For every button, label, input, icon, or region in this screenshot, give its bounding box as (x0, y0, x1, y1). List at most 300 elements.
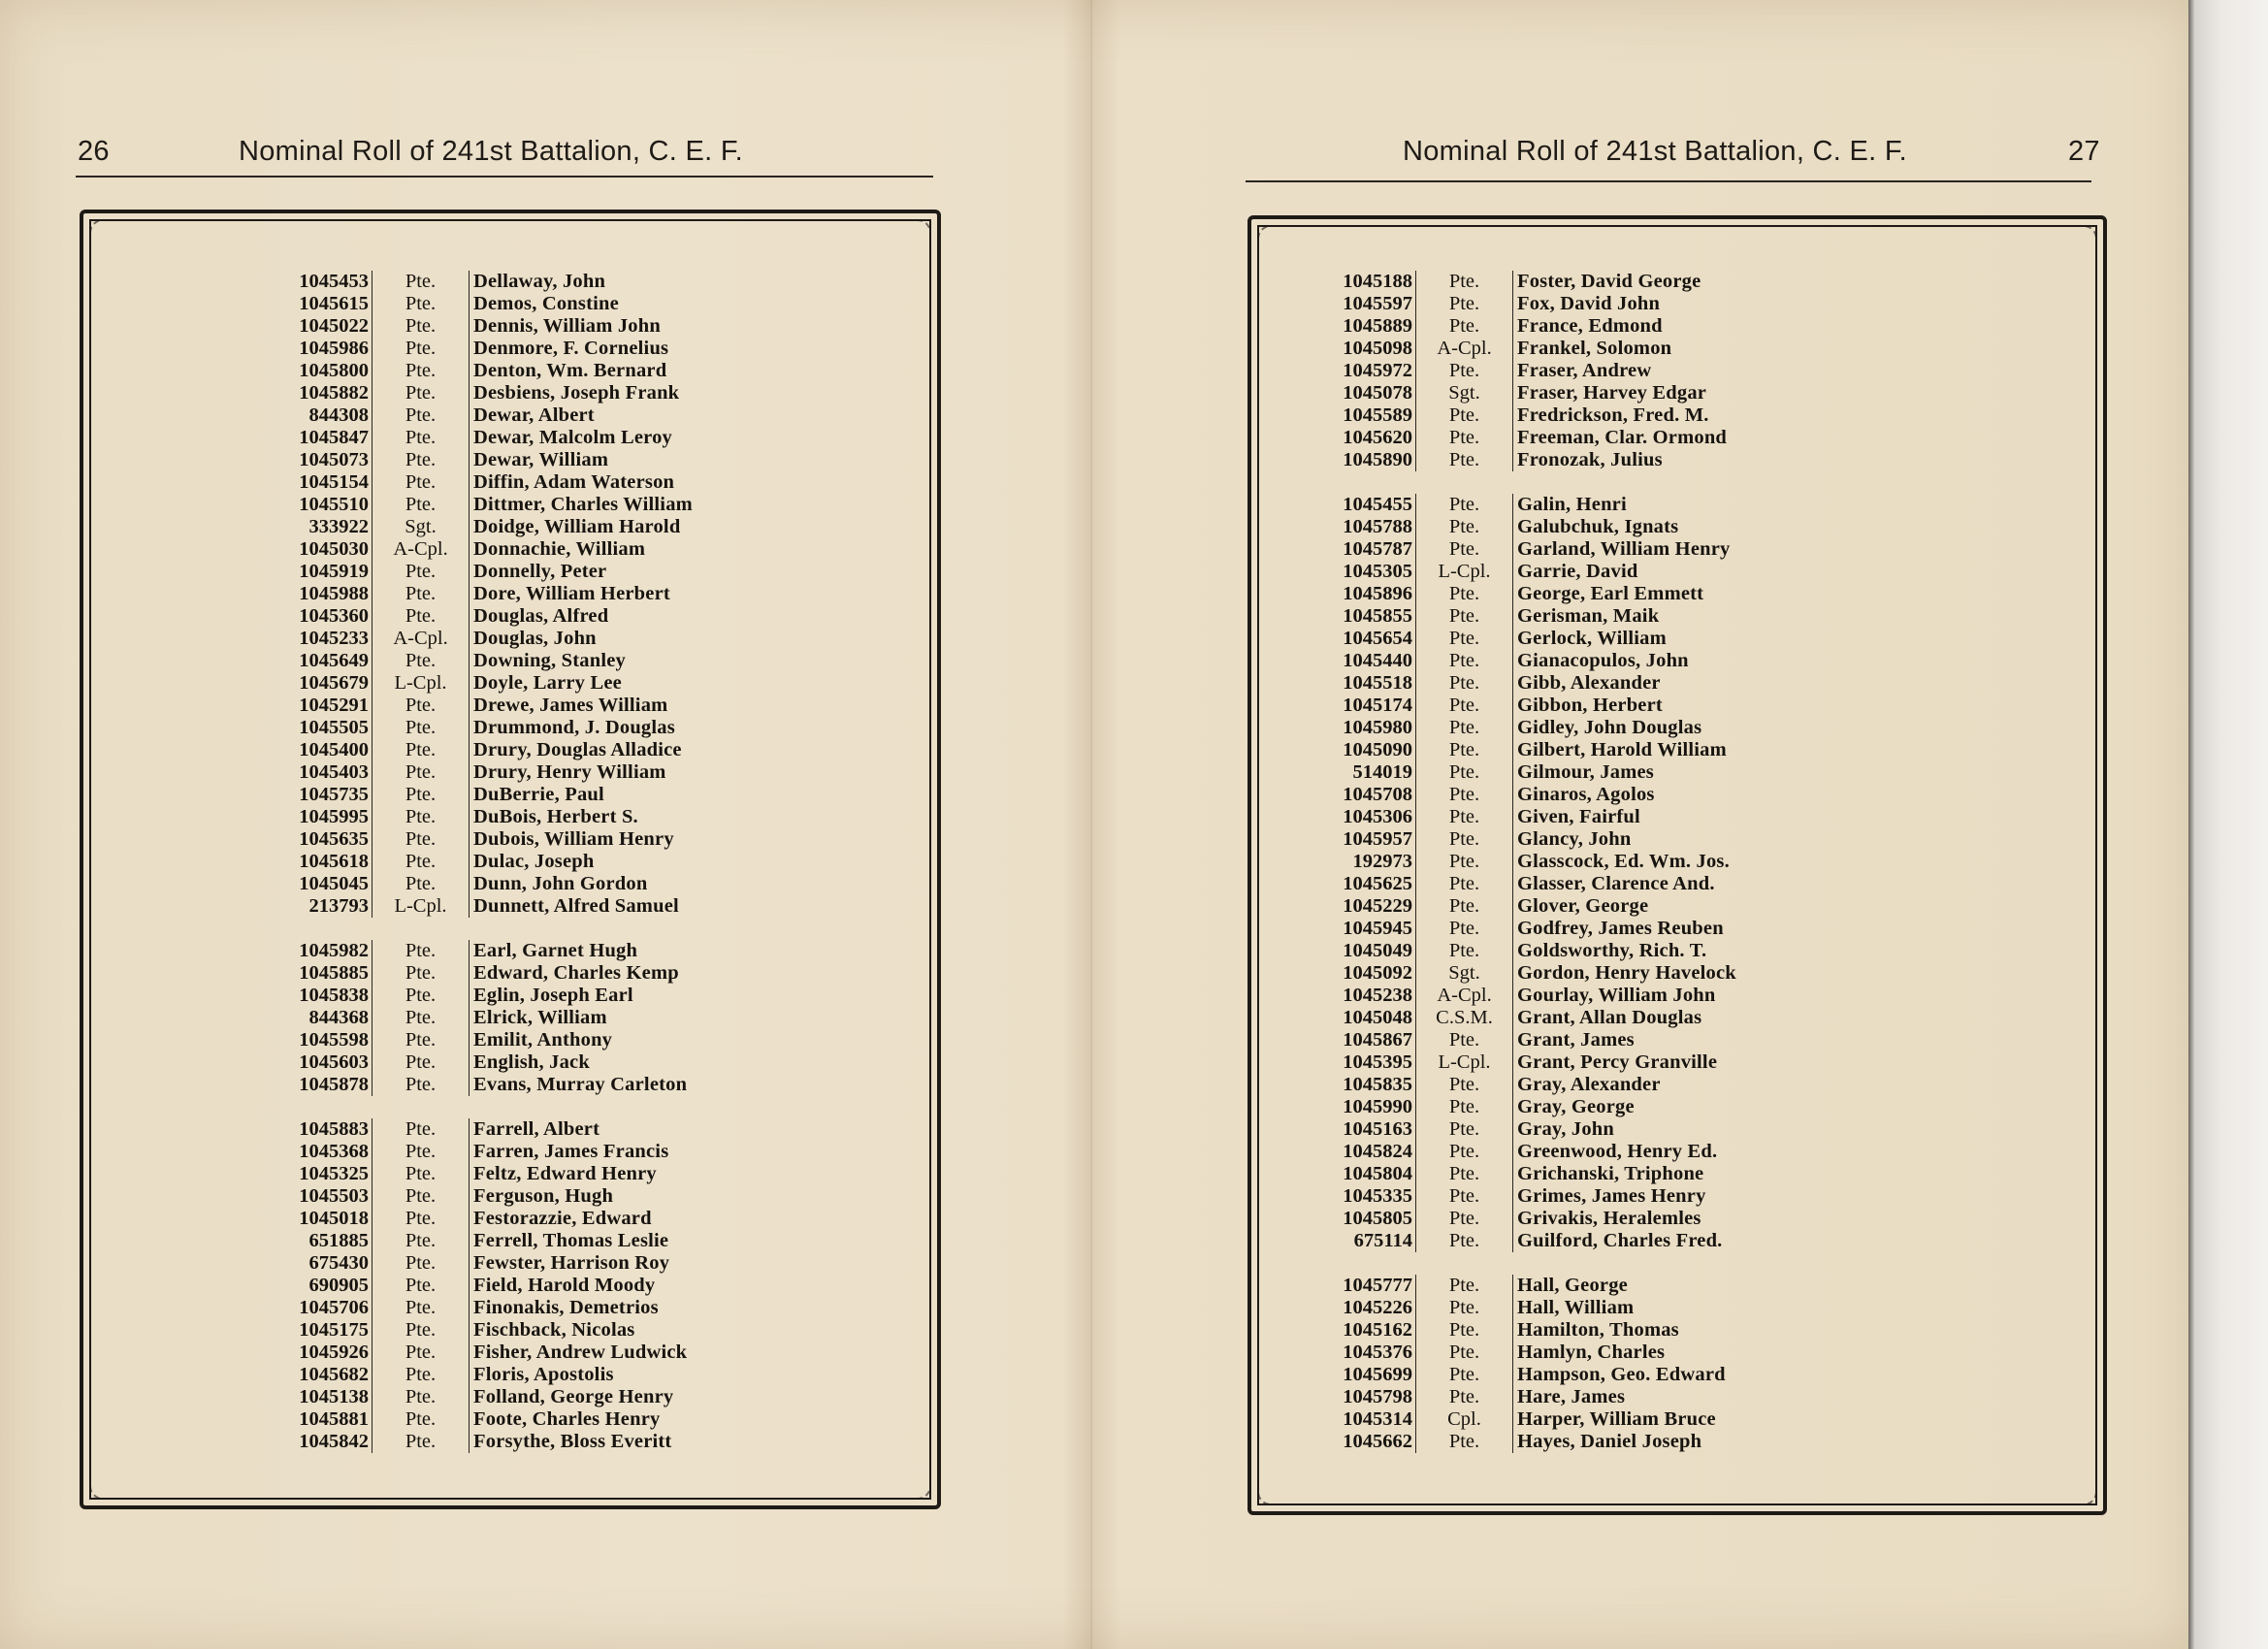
service-number: 1045824 (1296, 1141, 1416, 1163)
soldier-name: Douglas, Alfred (469, 605, 608, 628)
soldier-name: Greenwood, Henry Ed. (1512, 1141, 1717, 1163)
rank: Pte. (405, 583, 437, 604)
roster-row (252, 940, 693, 962)
roster-row (1296, 382, 1736, 404)
roster-row (252, 449, 693, 471)
service-number: 1045098 (1296, 338, 1416, 360)
soldier-name: France, Edmond (1512, 315, 1663, 338)
rank: Pte. (405, 494, 437, 515)
service-number: 1045603 (252, 1051, 373, 1074)
rank: Pte. (405, 1185, 437, 1207)
roster-row (1296, 271, 1736, 293)
rank: Pte. (405, 806, 437, 827)
roster-row (252, 962, 693, 985)
soldier-name: Dunnett, Alfred Samuel (469, 895, 679, 918)
rank: Pte. (1448, 1364, 1480, 1385)
roster-row (252, 717, 693, 739)
soldier-name: Gerlock, William (1512, 628, 1667, 650)
soldier-name: Ginaros, Agolos (1512, 784, 1655, 806)
roster-row (252, 895, 693, 918)
roster-row (252, 360, 693, 382)
soldier-name: Fredrickson, Fred. M. (1512, 404, 1709, 427)
soldier-name: Donnelly, Peter (469, 561, 606, 583)
soldier-name: Gray, Alexander (1512, 1074, 1661, 1096)
soldier-name: Grant, James (1512, 1029, 1635, 1051)
service-number: 1045589 (1296, 404, 1416, 427)
roster-row (1296, 427, 1736, 449)
service-number: 1045233 (252, 628, 373, 650)
service-number: 1045138 (252, 1386, 373, 1408)
service-number: 1045510 (252, 494, 373, 516)
rank: Pte. (1448, 806, 1480, 827)
service-number: 1045896 (1296, 583, 1416, 605)
rank: Pte. (405, 1386, 437, 1407)
service-number: 1045735 (252, 784, 373, 806)
service-number: 1045440 (1296, 650, 1416, 672)
soldier-name: Frankel, Solomon (1512, 338, 1671, 360)
soldier-name: Doidge, William Harold (469, 516, 680, 538)
roster-row (1296, 717, 1736, 739)
roster-row (1296, 1051, 1736, 1074)
rank: Pte. (1448, 784, 1480, 805)
roster-row (1296, 895, 1736, 918)
service-number: 192973 (1296, 851, 1416, 873)
page-title: Nominal Roll of 241st Battalion, C. E. F. (239, 136, 744, 167)
soldier-name: Donnachie, William (469, 538, 645, 561)
service-number: 1045662 (1296, 1431, 1416, 1453)
rank: Pte. (1448, 538, 1480, 560)
soldier-name: Drury, Henry William (469, 761, 666, 784)
roster-row (252, 650, 693, 672)
roster-row (252, 516, 693, 538)
soldier-name: Foster, David George (1512, 271, 1701, 293)
soldier-name: Farren, James Francis (469, 1141, 668, 1163)
rank: Pte. (405, 427, 437, 448)
service-number: 1045314 (1296, 1408, 1416, 1431)
service-number: 1045972 (1296, 360, 1416, 382)
service-number: 844368 (252, 1007, 373, 1029)
soldier-name: Hampson, Geo. Edward (1512, 1364, 1726, 1386)
soldier-name: Grant, Percy Granville (1512, 1051, 1717, 1074)
roster-row (252, 1029, 693, 1051)
roster-row (1296, 828, 1736, 851)
rank: Pte. (1448, 672, 1480, 694)
rank: Pte. (405, 1029, 437, 1051)
section-gap (252, 1096, 693, 1118)
rank: Pte. (405, 962, 437, 984)
service-number: 1045926 (252, 1342, 373, 1364)
service-number: 1045403 (252, 761, 373, 784)
rank: Pte. (405, 985, 437, 1006)
service-number: 1045881 (252, 1408, 373, 1431)
soldier-name: Freeman, Clar. Ormond (1512, 427, 1727, 449)
soldier-name: Dennis, William John (469, 315, 661, 338)
soldier-name: Denmore, F. Cornelius (469, 338, 668, 360)
soldier-name: Dittmer, Charles William (469, 494, 693, 516)
soldier-name: Foote, Charles Henry (469, 1408, 660, 1431)
roster-row (1296, 494, 1736, 516)
soldier-name: Desbiens, Joseph Frank (469, 382, 679, 404)
roster-row (252, 1319, 693, 1342)
rank: Pte. (405, 851, 437, 872)
roster-row (1296, 516, 1736, 538)
header-rule (76, 176, 933, 178)
roster-row (252, 1431, 693, 1453)
roster-row (252, 1118, 693, 1141)
roster-row (1296, 806, 1736, 828)
soldier-name: Garland, William Henry (1512, 538, 1730, 561)
service-number: 1045518 (1296, 672, 1416, 695)
soldier-name: Glancy, John (1512, 828, 1631, 851)
rank: Pte. (405, 1342, 437, 1363)
service-number: 1045787 (1296, 538, 1416, 561)
rank: Pte. (1448, 271, 1480, 292)
roster-row (1296, 1185, 1736, 1208)
soldier-name: Dewar, William (469, 449, 608, 471)
soldier-name: Dore, William Herbert (469, 583, 670, 605)
roster-row (252, 1275, 693, 1297)
service-number: 1045982 (252, 940, 373, 962)
soldier-name: Doyle, Larry Lee (469, 672, 622, 695)
rank: Pte. (1448, 360, 1480, 381)
roster-row (252, 1141, 693, 1163)
roster-row (252, 1208, 693, 1230)
roster-row (1296, 1096, 1736, 1118)
roster-row (252, 1297, 693, 1319)
roster-row (252, 806, 693, 828)
soldier-name: Demos, Constine (469, 293, 619, 315)
service-number: 1045453 (252, 271, 373, 293)
rank: Pte. (1448, 1431, 1480, 1452)
soldier-name: Dubois, William Henry (469, 828, 674, 851)
roster-row (252, 828, 693, 851)
service-number: 1045078 (1296, 382, 1416, 404)
soldier-name: Fraser, Harvey Edgar (1512, 382, 1706, 404)
soldier-name: Folland, George Henry (469, 1386, 673, 1408)
soldier-name: Ferrell, Thomas Leslie (469, 1230, 668, 1252)
service-number: 1045325 (252, 1163, 373, 1185)
soldier-name: Goldsworthy, Rich. T. (1512, 940, 1706, 962)
roster-table (1296, 271, 1736, 1453)
service-number: 1045882 (252, 382, 373, 404)
soldier-name: Forsythe, Bloss Everitt (469, 1431, 671, 1453)
service-number: 1045889 (1296, 315, 1416, 338)
rank: Pte. (405, 650, 437, 671)
roster-row (252, 471, 693, 494)
service-number: 1045867 (1296, 1029, 1416, 1051)
service-number: 1045376 (1296, 1342, 1416, 1364)
soldier-name: Godfrey, James Reuben (1512, 918, 1724, 940)
soldier-name: Hare, James (1512, 1386, 1625, 1408)
roster-row (252, 338, 693, 360)
soldier-name: Dulac, Joseph (469, 851, 594, 873)
roster-row (1296, 628, 1736, 650)
service-number: 1045847 (252, 427, 373, 449)
rank: A-Cpl. (1437, 985, 1492, 1006)
soldier-name: Hamilton, Thomas (1512, 1319, 1679, 1342)
roster-row (1296, 404, 1736, 427)
service-number: 1045883 (252, 1118, 373, 1141)
rank: Pte. (405, 404, 437, 426)
rank: Pte. (405, 1297, 437, 1318)
service-number: 1045919 (252, 561, 373, 583)
roster-row (1296, 1431, 1736, 1453)
rank: C.S.M. (1436, 1007, 1493, 1028)
roster-row (252, 315, 693, 338)
roster-row (1296, 873, 1736, 895)
service-number: 1045625 (1296, 873, 1416, 895)
rank: Pte. (405, 1141, 437, 1162)
rank: Pte. (1448, 851, 1480, 872)
rank: Pte. (405, 739, 437, 760)
roster-row (1296, 918, 1736, 940)
rank: Pte. (405, 1051, 437, 1073)
roster-row (1296, 1118, 1736, 1141)
roster-row (1296, 985, 1736, 1007)
rank: Pte. (405, 1408, 437, 1430)
rank: L-Cpl. (394, 895, 447, 917)
service-number: 1045030 (252, 538, 373, 561)
service-number: 1045777 (1296, 1275, 1416, 1297)
roster-row (252, 1007, 693, 1029)
soldier-name: Fisher, Andrew Ludwick (469, 1342, 687, 1364)
rank: Pte. (1448, 1297, 1480, 1318)
soldier-name: Farrell, Albert (469, 1118, 599, 1141)
service-number: 333922 (252, 516, 373, 538)
rank: Pte. (1448, 1208, 1480, 1229)
service-number: 1045654 (1296, 628, 1416, 650)
rank: Pte. (405, 1163, 437, 1184)
service-number: 1045154 (252, 471, 373, 494)
soldier-name: Drummond, J. Douglas (469, 717, 675, 739)
soldier-name: Grivakis, Heralemles (1512, 1208, 1701, 1230)
soldier-name: Hall, George (1512, 1275, 1628, 1297)
service-number: 1045957 (1296, 828, 1416, 851)
service-number: 675114 (1296, 1230, 1416, 1252)
soldier-name: Douglas, John (469, 628, 597, 650)
soldier-name: Evans, Murray Carleton (469, 1074, 687, 1096)
roster-row (252, 1342, 693, 1364)
service-number: 1045679 (252, 672, 373, 695)
page-number: 26 (78, 136, 110, 167)
service-number: 1045835 (1296, 1074, 1416, 1096)
service-number: 1045649 (252, 650, 373, 672)
service-number: 1045455 (1296, 494, 1416, 516)
rank: Pte. (405, 717, 437, 738)
soldier-name: Fischback, Nicolas (469, 1319, 634, 1342)
roster-row (252, 404, 693, 427)
rank: Pte. (1448, 873, 1480, 894)
rank: Pte. (1448, 940, 1480, 961)
rank: Pte. (1448, 895, 1480, 917)
service-number: 1045855 (1296, 605, 1416, 628)
soldier-name: Hamlyn, Charles (1512, 1342, 1665, 1364)
rank: Pte. (1448, 1118, 1480, 1140)
service-number: 1045022 (252, 315, 373, 338)
roster-row (252, 605, 693, 628)
rank: Pte. (1448, 761, 1480, 783)
header-rule (1246, 180, 2091, 182)
roster-row (252, 628, 693, 650)
rank: Pte. (1448, 1141, 1480, 1162)
service-number: 1045842 (252, 1431, 373, 1453)
service-number: 1045018 (252, 1208, 373, 1230)
roster-row (1296, 338, 1736, 360)
rank: Pte. (1448, 449, 1480, 470)
rank: Pte. (1448, 1029, 1480, 1051)
roster-row (1296, 360, 1736, 382)
rank: Pte. (405, 784, 437, 805)
soldier-name: Gourlay, William John (1512, 985, 1716, 1007)
roster-row (1296, 851, 1736, 873)
service-number: 1045800 (252, 360, 373, 382)
soldier-name: Festorazzie, Edward (469, 1208, 652, 1230)
roster-row (252, 1386, 693, 1408)
rank: Pte. (1448, 1163, 1480, 1184)
rank: Pte. (405, 1118, 437, 1140)
service-number: 1045988 (252, 583, 373, 605)
service-number: 1045804 (1296, 1163, 1416, 1185)
rank: Pte. (405, 828, 437, 850)
roster-row (1296, 1364, 1736, 1386)
soldier-name: Dellaway, John (469, 271, 605, 293)
soldier-name: Gidley, John Douglas (1512, 717, 1701, 739)
soldier-name: Gilmour, James (1512, 761, 1654, 784)
service-number: 1045990 (1296, 1096, 1416, 1118)
rank: Cpl. (1447, 1408, 1481, 1430)
rank: Pte. (405, 471, 437, 493)
rank: Pte. (1448, 605, 1480, 627)
rank: Pte. (405, 271, 437, 292)
rank: Pte. (405, 605, 437, 627)
right-page (1116, 0, 2192, 1649)
roster-row (1296, 315, 1736, 338)
rank: Pte. (405, 293, 437, 314)
roster-row (1296, 561, 1736, 583)
soldier-name: Glasser, Clarence And. (1512, 873, 1715, 895)
roster-row (252, 271, 693, 293)
rank: A-Cpl. (1437, 338, 1492, 359)
roster-row (252, 1364, 693, 1386)
rank: Pte. (1448, 717, 1480, 738)
service-number: 1045805 (1296, 1208, 1416, 1230)
soldier-name: Fewster, Harrison Roy (469, 1252, 669, 1275)
rank: Pte. (405, 761, 437, 783)
soldier-name: Floris, Apostolis (469, 1364, 614, 1386)
roster-row (1296, 1408, 1736, 1431)
rank: Pte. (1448, 1342, 1480, 1363)
soldier-name: Ferguson, Hugh (469, 1185, 613, 1208)
soldier-name: George, Earl Emmett (1512, 583, 1703, 605)
roster-row (1296, 1163, 1736, 1185)
soldier-name: Garrie, David (1512, 561, 1637, 583)
rank: Pte. (405, 695, 437, 716)
rank: Pte. (405, 1208, 437, 1229)
soldier-name: Elrick, William (469, 1007, 607, 1029)
service-number: 1045306 (1296, 806, 1416, 828)
rank: Pte. (405, 382, 437, 404)
background-edge (2188, 0, 2268, 1649)
rank: Pte. (405, 449, 437, 470)
left-page (0, 0, 1077, 1649)
soldier-name: Fronozak, Julius (1512, 449, 1663, 471)
page-title: Nominal Roll of 241st Battalion, C. E. F. (1403, 136, 1908, 167)
rank: Pte. (1448, 828, 1480, 850)
section-gap (1296, 1252, 1736, 1275)
soldier-name: Edward, Charles Kemp (469, 962, 679, 985)
roster-row (252, 1185, 693, 1208)
rank: Pte. (1448, 427, 1480, 448)
soldier-name: Finonakis, Demetrios (469, 1297, 659, 1319)
soldier-name: Gordon, Henry Havelock (1512, 962, 1736, 985)
service-number: 1045708 (1296, 784, 1416, 806)
soldier-name: Hall, William (1512, 1297, 1634, 1319)
soldier-name: Gray, George (1512, 1096, 1635, 1118)
section-gap (1296, 471, 1736, 494)
roster-row (252, 784, 693, 806)
rank: Pte. (405, 561, 437, 582)
service-number: 1045699 (1296, 1364, 1416, 1386)
soldier-name: Galubchuk, Ignats (1512, 516, 1678, 538)
soldier-name: Drury, Douglas Alladice (469, 739, 682, 761)
service-number: 1045395 (1296, 1051, 1416, 1074)
rank: Pte. (1448, 293, 1480, 314)
service-number: 1045175 (252, 1319, 373, 1342)
rank: Pte. (405, 1230, 437, 1251)
roster-row (252, 1230, 693, 1252)
rank: Pte. (405, 1074, 437, 1095)
service-number: 1045838 (252, 985, 373, 1007)
rank: Pte. (1448, 650, 1480, 671)
rank: Pte. (1448, 628, 1480, 649)
roster-row (252, 1408, 693, 1431)
rank: L-Cpl. (1438, 561, 1491, 582)
soldier-name: Galin, Henri (1512, 494, 1627, 516)
rank: Pte. (405, 1431, 437, 1452)
roster-row (1296, 962, 1736, 985)
soldier-name: Grichanski, Triphone (1512, 1163, 1703, 1185)
soldier-name: Dewar, Albert (469, 404, 595, 427)
roster-row (252, 561, 693, 583)
soldier-name: Glover, George (1512, 895, 1648, 918)
roster-row (252, 985, 693, 1007)
roster-row (252, 851, 693, 873)
page-number: 27 (2068, 136, 2100, 167)
service-number: 1045188 (1296, 271, 1416, 293)
roster-row (1296, 784, 1736, 806)
soldier-name: English, Jack (469, 1051, 590, 1074)
soldier-name: Gibbon, Herbert (1512, 695, 1663, 717)
service-number: 1045229 (1296, 895, 1416, 918)
service-number: 1045162 (1296, 1319, 1416, 1342)
roster-row (252, 583, 693, 605)
roster-row (1296, 1342, 1736, 1364)
service-number: 1045226 (1296, 1297, 1416, 1319)
roster-row (1296, 940, 1736, 962)
soldier-name: Gibb, Alexander (1512, 672, 1661, 695)
rank: Sgt. (405, 516, 437, 537)
service-number: 1045598 (252, 1029, 373, 1051)
roster-row (252, 1163, 693, 1185)
service-number: 1045092 (1296, 962, 1416, 985)
service-number: 1045368 (252, 1141, 373, 1163)
roster-row (1296, 583, 1736, 605)
service-number: 1045048 (1296, 1007, 1416, 1029)
service-number: 1045682 (252, 1364, 373, 1386)
service-number: 1045163 (1296, 1118, 1416, 1141)
rank: Pte. (405, 940, 437, 961)
soldier-name: Given, Fairful (1512, 806, 1640, 828)
